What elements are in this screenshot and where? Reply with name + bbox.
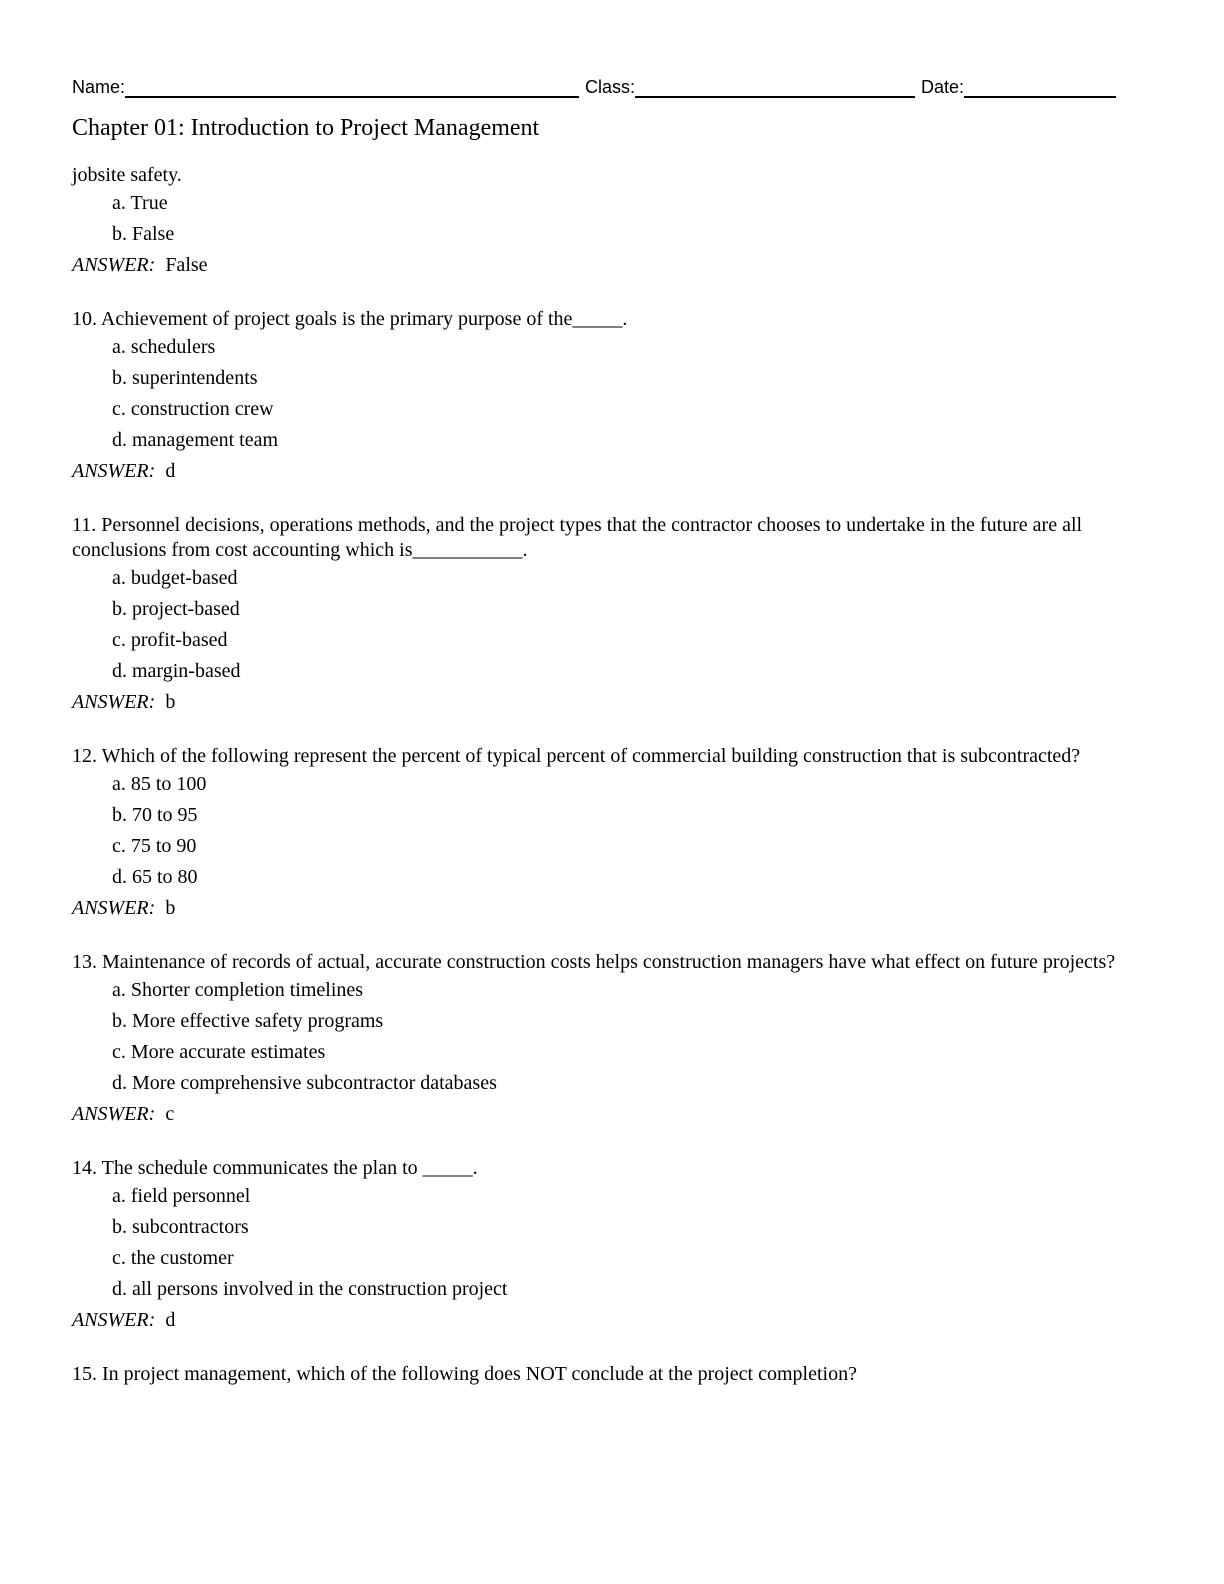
answer-value: False xyxy=(165,254,208,276)
answer-option: a. field personnel xyxy=(112,1185,251,1207)
question-text: 10. Achievement of project goals is the primary purpose of the_____. xyxy=(72,308,628,330)
answer-option: b. 70 to 95 xyxy=(112,804,198,826)
answer-option: c. 75 to 90 xyxy=(112,835,197,857)
answer-option: b. More effective safety programs xyxy=(112,1010,384,1032)
answer-label: ANSWER: xyxy=(72,691,156,713)
answer-value: d xyxy=(165,1309,176,1331)
student-info-header xyxy=(72,72,1142,98)
answer-label: ANSWER: xyxy=(72,1309,156,1331)
answer-option: a. budget-based xyxy=(112,567,238,589)
question-text: 15. In project management, which of the following does NOT conclude at the project completion? xyxy=(72,1363,857,1385)
answer-option: b. False xyxy=(112,223,175,245)
answer-label: ANSWER: xyxy=(72,897,156,919)
answer-option: c. profit-based xyxy=(112,629,228,651)
answer-option: d. all persons involved in the construction project xyxy=(112,1278,508,1300)
class-label: Class: xyxy=(585,77,636,97)
answer-option: b. project-based xyxy=(112,598,240,620)
answer-option: a. schedulers xyxy=(112,336,216,358)
question-text: jobsite safety. xyxy=(72,164,182,186)
chapter-title: Chapter 01: Introduction to Project Management xyxy=(72,115,540,141)
answer-option: a. Shorter completion timelines xyxy=(112,979,364,1001)
question-text: 13. Maintenance of records of actual, accurate construction costs helps construction managers have what effect on future projects? xyxy=(72,951,1116,973)
answer-option: d. More comprehensive subcontractor databases xyxy=(112,1072,497,1094)
answer-option: d. 65 to 80 xyxy=(112,866,198,888)
question-block xyxy=(72,307,1152,486)
name-label: Name: xyxy=(72,77,126,97)
answer-value: b xyxy=(165,691,176,713)
question-text: 11. Personnel decisions, operations methods, and the project types that the contractor chooses to undertake in the future are all conclusions from cost accounting which is___________. xyxy=(72,514,1083,561)
answer-option: b. subcontractors xyxy=(112,1216,249,1238)
question-list xyxy=(72,163,1152,1387)
question-block xyxy=(72,744,1152,923)
answer-line xyxy=(72,250,1152,280)
question-block xyxy=(72,1362,1152,1387)
answer-label: ANSWER: xyxy=(72,254,156,276)
date-label: Date: xyxy=(921,77,965,97)
answer-option: d. margin-based xyxy=(112,660,241,682)
answer-option: c. construction crew xyxy=(112,398,274,420)
answer-value: d xyxy=(165,460,176,482)
question-block xyxy=(72,513,1152,717)
class-field[interactable] xyxy=(635,76,915,98)
answer-option: c. More accurate estimates xyxy=(112,1041,326,1063)
answer-line xyxy=(72,456,1152,486)
answer-option: d. management team xyxy=(112,429,279,451)
answer-label: ANSWER: xyxy=(72,1103,156,1125)
answer-option: c. the customer xyxy=(112,1247,234,1269)
answer-line xyxy=(72,1305,1152,1335)
question-text: 12. Which of the following represent the percent of typical percent of commercial building construction that is subcontracted? xyxy=(72,745,1081,767)
answer-value: c xyxy=(165,1103,175,1125)
answer-line xyxy=(72,1099,1152,1129)
question-block xyxy=(72,163,1152,280)
answer-value: b xyxy=(165,897,176,919)
answer-line xyxy=(72,687,1152,717)
answer-option: a. True xyxy=(112,192,168,214)
date-field[interactable] xyxy=(964,76,1116,98)
answer-option: a. 85 to 100 xyxy=(112,773,207,795)
answer-line xyxy=(72,893,1152,923)
question-block xyxy=(72,1156,1152,1335)
question-text: 14. The schedule communicates the plan to _____. xyxy=(72,1157,478,1179)
answer-option: b. superintendents xyxy=(112,367,258,389)
answer-label: ANSWER: xyxy=(72,460,156,482)
name-field[interactable] xyxy=(125,76,579,98)
question-block xyxy=(72,950,1152,1129)
